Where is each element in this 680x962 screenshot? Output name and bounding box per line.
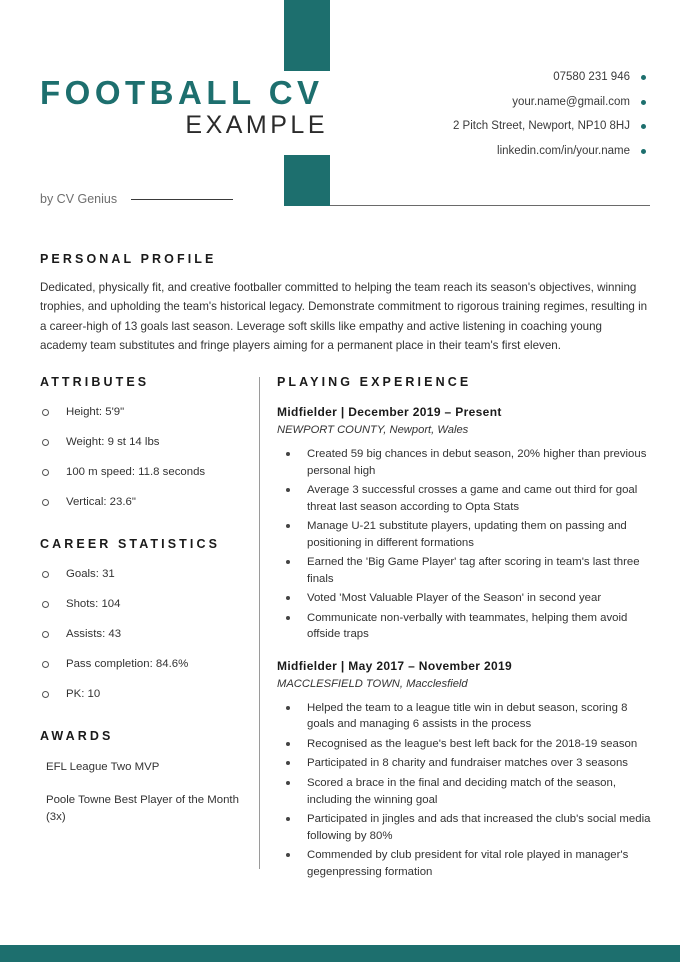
personal-profile-text: Dedicated, physically fit, and creative footballer committed to helping the team reach its season's objectives, winning trophies, and upholding the team's historical legacy. Demonstrate commitment to rigorous training regimes, resulting in a career-high of 13 goals last season. Leverage soft skills like empathy and active listening in coaching young academy team substitutes and fringe players aiming for a permanent place in their team's first eleven. xyxy=(40,281,648,353)
awards-list xyxy=(40,759,245,826)
list-item: Communicate non-verbally with teammates, helping them avoid offside traps xyxy=(277,610,655,643)
career-statistics-list xyxy=(40,567,245,703)
title-block xyxy=(40,76,330,141)
career-statistics-section xyxy=(40,537,245,703)
list-item: Manage U-21 substitute players, updating them on passing and positioning in different formations xyxy=(277,518,655,551)
personal-profile-heading: PERSONAL PROFILE xyxy=(40,252,217,266)
list-item: PK: 10 xyxy=(40,687,245,703)
list-item: Participated in jingles and ads that increased the club's social media following by 80% xyxy=(277,811,655,844)
column-divider xyxy=(259,377,260,869)
list-item: Goals: 31 xyxy=(40,567,245,583)
attributes-section xyxy=(40,375,245,511)
contact-email[interactable]: your.name@gmail.com xyxy=(453,97,650,109)
experience-entry-2 xyxy=(277,659,655,880)
job-bullet-list xyxy=(277,446,655,643)
awards-section xyxy=(40,729,245,826)
career-statistics-heading: CAREER STATISTICS xyxy=(40,536,221,551)
list-item: Voted 'Most Valuable Player of the Season' in second year xyxy=(277,590,655,607)
contact-linkedin[interactable]: linkedin.com/in/your.name xyxy=(453,146,650,158)
cv-title: FOOTBALL CV xyxy=(40,74,324,111)
byline-row xyxy=(40,192,650,206)
footer-accent-bar xyxy=(0,945,680,962)
list-item: Participated in 8 charity and fundraiser matches over 3 seasons xyxy=(277,755,655,772)
list-item: Pass completion: 84.6% xyxy=(40,657,245,673)
list-item: Commended by club president for vital role played in manager's gegenpressing formation xyxy=(277,847,655,880)
playing-experience-heading: PLAYING EXPERIENCE xyxy=(277,375,472,389)
list-item: EFL League Two MVP xyxy=(46,760,160,773)
accent-bar-top xyxy=(284,0,330,71)
list-item: Helped the team to a league title win in debut season, scoring 8 goals and managing 6 assists in the process xyxy=(277,700,655,733)
contact-phone[interactable]: 07580 231 946 xyxy=(453,72,650,84)
personal-profile-section xyxy=(40,252,652,356)
experience-column xyxy=(277,375,655,896)
byline-text: by CV Genius xyxy=(40,192,118,206)
job-title: Midfielder | December 2019 – Present xyxy=(277,405,502,419)
cv-header xyxy=(0,0,680,222)
awards-heading: AWARDS xyxy=(40,728,114,743)
job-title: Midfielder | May 2017 – November 2019 xyxy=(277,658,513,673)
experience-entry-1 xyxy=(277,405,655,643)
attributes-heading: ATTRIBUTES xyxy=(40,375,150,389)
sidebar-column xyxy=(40,375,245,851)
list-item: Earned the 'Big Game Player' tag after scoring in team's last three finals xyxy=(277,554,655,587)
cv-subtitle: EXAMPLE xyxy=(185,110,328,139)
list-item: Scored a brace in the final and deciding match of the season, including the winning goal xyxy=(277,775,655,808)
job-company: NEWPORT COUNTY, Newport, Wales xyxy=(277,424,469,436)
job-bullet-list xyxy=(277,700,655,880)
list-item: Vertical: 23.6" xyxy=(40,495,245,511)
list-item: Weight: 9 st 14 lbs xyxy=(40,435,245,451)
attributes-list xyxy=(40,405,245,511)
list-item: Assists: 43 xyxy=(40,627,245,643)
list-item: 100 m speed: 11.8 seconds xyxy=(40,465,245,481)
list-item: Shots: 104 xyxy=(40,597,245,613)
list-item: Created 59 big chances in debut season, 20% higher than previous personal high xyxy=(277,446,655,479)
list-item: Average 3 successful crosses a game and came out third for goal threat last season according to Opta Stats xyxy=(277,482,655,515)
header-divider-rule xyxy=(330,205,650,206)
contact-address: 2 Pitch Street, Newport, NP10 8HJ xyxy=(453,121,650,133)
list-item: Poole Towne Best Player of the Month (3x) xyxy=(46,794,239,823)
job-company: MACCLESFIELD TOWN, Macclesfield xyxy=(277,677,468,690)
list-item: Recognised as the league's best left back for the 2018-19 season xyxy=(277,736,655,753)
byline-rule xyxy=(131,199,233,200)
contact-list xyxy=(453,72,650,170)
list-item: Height: 5'9" xyxy=(40,405,245,421)
